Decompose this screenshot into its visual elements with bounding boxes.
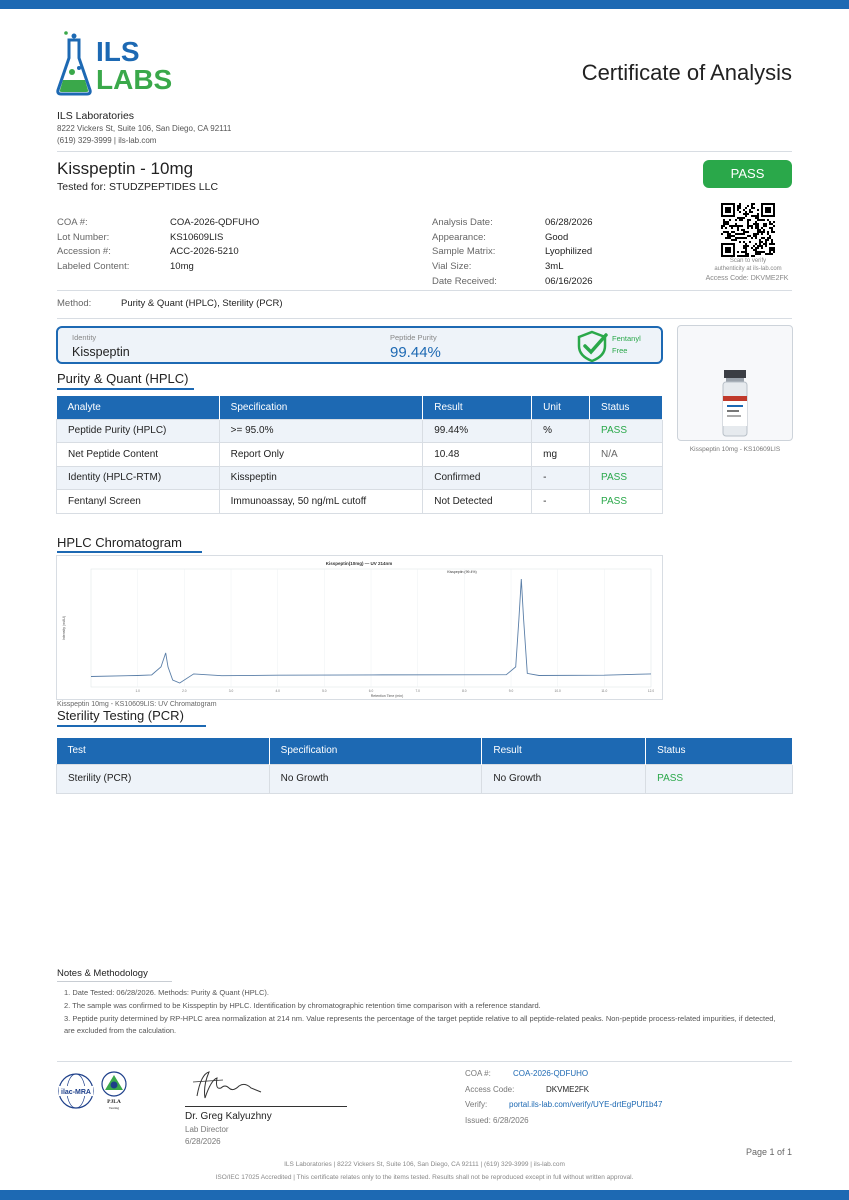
- cell-specification: No Growth: [269, 764, 482, 793]
- col-header-status: Status: [646, 738, 793, 764]
- chromatogram-frame: [56, 555, 663, 700]
- method-label: Method:: [57, 298, 92, 309]
- table-row: [57, 490, 663, 514]
- cell-result: Confirmed: [423, 466, 532, 490]
- section-underline: [57, 388, 194, 390]
- chromatogram-section-title: HPLC Chromatogram: [57, 535, 182, 550]
- analysis-date-label: Analysis Date:: [432, 217, 493, 228]
- cell-specification: Immunoassay, 50 ng/mL cutoff: [219, 490, 423, 514]
- lab-contact: (619) 329-3999 | ils-lab.com: [57, 136, 157, 145]
- footer-line-2: ISO/IEC 17025 Accredited | This certificate relates only to the items tested. Results shall not be reproduced except in full without written approval.: [215, 1174, 634, 1181]
- chart-title: Kisspeptin(10mg) — UV 214nm: [325, 561, 393, 566]
- x-tick-label: 2.0: [182, 689, 187, 693]
- details-left: [57, 217, 397, 275]
- cell-status: PASS: [646, 764, 793, 793]
- col-header-specification: Specification: [269, 738, 482, 764]
- cell-status: PASS: [590, 490, 663, 514]
- divider: [57, 290, 792, 291]
- col-header-unit: Unit: [532, 396, 590, 419]
- logo-text-top: ILS: [96, 36, 140, 67]
- cell-unit: mg: [532, 443, 590, 467]
- verify-coa-label: COA #:: [465, 1069, 491, 1078]
- appearance-value: Good: [545, 231, 569, 243]
- logo-text-bottom: LABS: [96, 64, 173, 95]
- sterility-results-table: [56, 738, 793, 794]
- cell-unit: -: [532, 466, 590, 490]
- signatory-role: Lab Director: [185, 1125, 229, 1134]
- chromatogram-caption: Kisspeptin 10mg - KS10609LIS: UV Chromatogram: [57, 701, 217, 708]
- top-accent-bar: [0, 0, 849, 9]
- date-received-value: 06/16/2026: [545, 275, 593, 287]
- issued-date: Issued: 6/28/2026: [465, 1115, 529, 1125]
- analysis-date-value: 06/28/2026: [545, 217, 593, 228]
- tested-for: Tested for: STUDZPEPTIDES LLC: [57, 181, 219, 193]
- page-number: Page 1 of 1: [745, 1147, 792, 1157]
- document-title: Certificate of Analysis: [581, 60, 792, 85]
- footer-line-1: ILS Laboratories | 8222 Vickers St, Suite 106, San Diego, CA 92111 | (619) 329-3999 | ils-lab.com: [284, 1161, 565, 1168]
- note-item: 2. The sample was confirmed to be Kisspeptin by HPLC. Identification by chromatographic retention time comparison with a reference standard.: [64, 1001, 541, 1010]
- col-header-result: Result: [482, 738, 646, 764]
- note-item: 3. Peptide purity determined by RP-HPLC area normalization at 214 nm. Value represents the percentage of the target peptide relative to all peptide-related peaks. Non-peptide process-related impurities, if detected, are excluded from the calculation.: [64, 1014, 776, 1035]
- lot-value: KS10609LIS: [170, 231, 224, 243]
- qr-access-code: Access Code: DKVME2FK: [705, 275, 789, 282]
- cell-status: N/A: [590, 443, 663, 467]
- verify-access-label: Access Code:: [465, 1084, 515, 1094]
- identity-value: Kisspeptin: [72, 345, 130, 359]
- x-tick-label: 3.0: [228, 689, 234, 693]
- peak-label: Kisspeptin (99.4%): [447, 570, 477, 574]
- cell-specification: Kisspeptin: [219, 466, 423, 490]
- cell-specification: >= 95.0%: [219, 419, 423, 443]
- chart-ylabel: Intensity (mAU): [62, 615, 66, 641]
- x-tick-label: 7.0: [415, 689, 420, 693]
- vial-size-label: Vial Size:: [432, 261, 472, 273]
- verify-url-label: Verify:: [465, 1100, 488, 1109]
- vial-size-value: 3mL: [545, 261, 564, 273]
- divider: [57, 1061, 792, 1062]
- pass-badge: [703, 160, 792, 188]
- hplc-results-table: [56, 396, 663, 514]
- cell-test: Sterility (PCR): [57, 764, 270, 793]
- identity-label: Identity: [72, 333, 97, 342]
- method-value: Purity & Quant (HPLC), Sterility (PCR): [121, 298, 283, 309]
- signature-line: [185, 1106, 347, 1107]
- lot-label: Lot Number:: [57, 231, 110, 243]
- cell-unit: %: [532, 419, 590, 443]
- details-right: [432, 217, 682, 290]
- cell-analyte: Fentanyl Screen: [57, 490, 220, 514]
- cell-status: PASS: [590, 466, 663, 490]
- hplc-section-title: Purity & Quant (HPLC): [57, 371, 189, 386]
- verify-block: [465, 1069, 795, 1131]
- ilac-mra-logo: [57, 1072, 95, 1110]
- ils-logo: [52, 30, 192, 100]
- cell-analyte: Identity (HPLC-RTM): [57, 466, 220, 490]
- summary-box: [56, 326, 663, 364]
- cell-result: Not Detected: [423, 490, 532, 514]
- shield-check-icon: [575, 330, 609, 367]
- verify-url-link[interactable]: portal.ils-lab.com/verify/UYE-drtEgPUf1b47: [509, 1100, 663, 1109]
- x-tick-label: 5.0: [322, 689, 327, 693]
- x-tick-label: 1.0: [135, 689, 140, 693]
- cell-result: No Growth: [482, 764, 646, 793]
- sample-matrix-value: Lyophilized: [545, 246, 593, 258]
- cell-analyte: Peptide Purity (HPLC): [57, 419, 220, 443]
- notes-title: Notes & Methodology: [57, 968, 148, 979]
- qr-code-icon: [721, 203, 775, 257]
- x-tick-label: 11.0: [601, 689, 608, 693]
- coa-label: COA #:: [57, 217, 88, 228]
- pass-badge-label: PASS: [730, 166, 765, 181]
- fentanyl-line-1: Fentanyl: [612, 334, 641, 343]
- qr-caption-2: authenticity at ils-lab.com: [714, 266, 782, 272]
- signatory-name: Dr. Greg Kalyuzhny: [185, 1111, 272, 1122]
- col-header-specification: Specification: [219, 396, 423, 419]
- bottom-accent-bar: [0, 1190, 849, 1200]
- notes-divider: [57, 981, 172, 982]
- qr-caption-1: Scan to verify: [729, 258, 767, 264]
- lab-address: 8222 Vickers St, Suite 106, San Diego, CA 92111: [57, 124, 232, 133]
- qr-code[interactable]: [721, 203, 775, 257]
- product-name: Kisspeptin - 10mg: [57, 159, 194, 178]
- x-tick-label: 10.0: [554, 689, 561, 693]
- vial-caption: Kisspeptin 10mg - KS10609LIS: [689, 446, 781, 453]
- purity-value: 99.44%: [390, 344, 441, 361]
- x-tick-label: 12.0: [647, 689, 655, 693]
- sample-matrix-label: Sample Matrix:: [432, 246, 496, 258]
- labeled-content-value: 10mg: [170, 260, 194, 272]
- chromatogram-chart: [57, 556, 662, 699]
- cell-result: 99.44%: [423, 419, 532, 443]
- note-item: 1. Date Tested: 06/28/2026. Methods: Purity & Quant (HPLC).: [64, 988, 269, 997]
- cell-result: 10.48: [423, 443, 532, 467]
- date-received-label: Date Received:: [432, 275, 497, 287]
- col-header-analyte: Analyte: [57, 396, 220, 419]
- verify-access-value: DKVME2FK: [546, 1084, 590, 1094]
- ilac-mra-text: ilac-MRA: [61, 1089, 91, 1096]
- divider: [57, 318, 792, 319]
- table-row: [57, 764, 793, 793]
- signature-image: [187, 1066, 267, 1104]
- coa-value: COA-2026-QDFUHO: [170, 217, 260, 228]
- accession-label: Accession #:: [57, 246, 111, 257]
- chart-xlabel: Retention Time (min): [370, 694, 404, 698]
- verify-coa-value: COA-2026-QDFUHO: [513, 1069, 589, 1078]
- col-header-test: Test: [57, 738, 270, 764]
- x-tick-label: 9.0: [508, 689, 514, 693]
- table-row: [57, 419, 663, 443]
- table-row: [57, 466, 663, 490]
- cell-status: PASS: [590, 419, 663, 443]
- sterility-section-title: Sterility Testing (PCR): [57, 708, 184, 723]
- vial-photo-frame: [677, 325, 793, 441]
- appearance-label: Appearance:: [432, 231, 486, 243]
- signature-date: 6/28/2026: [185, 1137, 221, 1146]
- vial-image: [678, 326, 792, 440]
- col-header-result: Result: [423, 396, 532, 419]
- x-tick-label: 4.0: [275, 689, 280, 693]
- cell-analyte: Net Peptide Content: [57, 443, 220, 467]
- pjla-text: PJLA: [107, 1099, 121, 1105]
- fentanyl-line-2: Free: [612, 346, 628, 355]
- x-tick-label: 6.0: [368, 689, 374, 693]
- cell-specification: Report Only: [219, 443, 423, 467]
- col-header-status: Status: [590, 396, 663, 419]
- pjla-testing-text: Testing: [108, 1106, 120, 1110]
- lab-name: ILS Laboratories: [57, 110, 135, 122]
- accession-value: ACC-2026-5210: [170, 246, 239, 257]
- table-row: [57, 443, 663, 467]
- divider: [57, 151, 792, 152]
- labeled-content-label: Labeled Content:: [57, 260, 130, 272]
- x-tick-label: 8.0: [462, 689, 467, 693]
- section-underline: [57, 551, 202, 553]
- purity-label: Peptide Purity: [390, 333, 437, 342]
- pjla-logo: [97, 1070, 131, 1116]
- section-underline: [57, 725, 206, 727]
- cell-unit: -: [532, 490, 590, 514]
